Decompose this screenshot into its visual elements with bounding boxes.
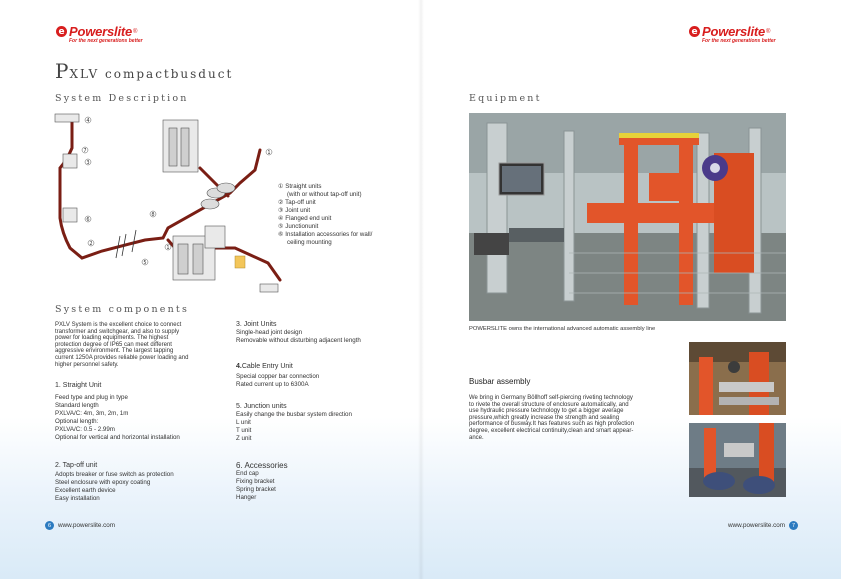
- accessories-heading: 6. Accessories: [236, 461, 288, 470]
- straight-unit-heading: 1. Straight Unit: [55, 382, 102, 389]
- callout-7: 7: [83, 147, 87, 154]
- legend-item: ④ Flanged end unit: [278, 215, 332, 222]
- brand-tagline: For the next generations better: [702, 38, 776, 44]
- callout-1: 1: [166, 244, 170, 251]
- intro-paragraph: PXLV System is the excellent choice to connect transformer and switchgear, and also to supply power for loading equipments. The highest protection degree of IP65 can meet different aggressive environment. The largest tapping current 1250A provides reliable power loading and higher personnel safety.: [55, 322, 189, 368]
- brand-tagline: For the next generations better: [69, 38, 143, 44]
- busbar-assembly-photo-2: [689, 423, 786, 497]
- legend-item: ① Straight units: [278, 183, 322, 190]
- legend-item: ceiling mounting: [287, 239, 332, 246]
- brand-mark-icon: e: [689, 26, 700, 37]
- brand-logo-right: [689, 24, 776, 44]
- brand-logo-left: [56, 24, 143, 44]
- junction-units-heading: 5. Junction units: [236, 403, 287, 410]
- brand-name: Powerslite: [69, 24, 133, 39]
- title-rest: XLV compactbusduct: [69, 67, 234, 81]
- brand-registered: ®: [133, 28, 138, 35]
- busbar-assembly-paragraph: We bring in Germany Böllhoff self-piercing riveting technology to rivete the overall structure of enclosure automatically, and use hydraulic pressure technology to get a bigger average pressure,which greatly increase the strength and sealing performance of busway.It has features such as high protection degree, excellent electrical continuity,clean and smart appear- ance.: [469, 395, 634, 441]
- brand-registered: ®: [766, 28, 771, 35]
- busbar-assembly-heading: Busbar assembly: [469, 377, 531, 386]
- equipment-heading: Equipment: [469, 93, 542, 104]
- straight-unit-section: 1. Straight Unit Feed type and plug in type Standard length PXLVA/C: 4m, 3m, 2m, 1m Optional length: PXLVA/C: 0.5 - 2.99m Optional for vertical and horizontal installation: [55, 382, 180, 441]
- callout-4: 4: [86, 117, 90, 124]
- junction-units-section: 5. Junction units Easily change the busbar system direction L unit T unit Z unit: [236, 403, 352, 442]
- title-initial: P: [55, 59, 70, 83]
- callout-2: 2: [89, 240, 93, 247]
- junction-box: [235, 256, 245, 268]
- system-description-heading: System Description: [55, 93, 189, 104]
- joint-units-section: 3. Joint Units Single-head joint design Removable without disturbing adjacent length: [236, 321, 361, 344]
- assembly-line-photo: [469, 113, 786, 321]
- transformer: [201, 183, 235, 209]
- callout-6: 6: [86, 216, 90, 223]
- page-title: [55, 59, 233, 83]
- footer-right: [728, 521, 798, 530]
- callout-1b: 1: [267, 149, 271, 156]
- legend-item: ② Tap-off unit: [278, 199, 316, 206]
- system-components-heading: System components: [55, 304, 190, 315]
- page-number-badge: 7: [789, 521, 798, 530]
- legend-item: ③ Joint unit: [278, 207, 311, 214]
- busbar-assembly-photo-1: [689, 342, 786, 415]
- cable-entry-heading: 4.Cable Entry Unit: [236, 363, 293, 370]
- callout-5: 5: [143, 259, 147, 266]
- callout-3: 3: [86, 159, 90, 166]
- spread-gutter: [418, 0, 424, 579]
- tapoff-unit-section: 2. Tap-off unit Adopts breaker or fuse switch as protection Steel enclosure with epoxy coating Excellent earth device Easy installation: [55, 462, 174, 502]
- legend-item: (with or without tap-off unit): [287, 191, 362, 198]
- brand-mark-icon: e: [56, 26, 67, 37]
- legend-item: ⑤ Junctionunit: [278, 223, 319, 230]
- legend-item: ⑥ Installation accessories for wall/: [278, 231, 373, 238]
- assembly-line-caption: POWERSLITE owns the international advanced automatic assembly line: [469, 326, 656, 332]
- accessories-section: 6. Accessories End cap Fixing bracket Spring bracket Hanger: [236, 461, 288, 501]
- callout-8: 8: [151, 211, 155, 218]
- footer-url-link[interactable]: www.powerslite.com: [58, 522, 116, 529]
- tapoff-unit-heading: 2. Tap-off unit: [55, 462, 98, 469]
- cable-entry-section: 4.Cable Entry Unit Special copper bar connection Rated current up to 6300A: [236, 363, 320, 388]
- footer-left: [45, 521, 115, 530]
- diagram-legend: [278, 183, 372, 247]
- footer-url-link[interactable]: www.powerslite.com: [728, 522, 786, 529]
- system-diagram: [50, 108, 290, 303]
- brand-name: Powerslite: [702, 24, 766, 39]
- joint-units-heading: 3. Joint Units: [236, 321, 277, 328]
- page-number-badge: 6: [45, 521, 54, 530]
